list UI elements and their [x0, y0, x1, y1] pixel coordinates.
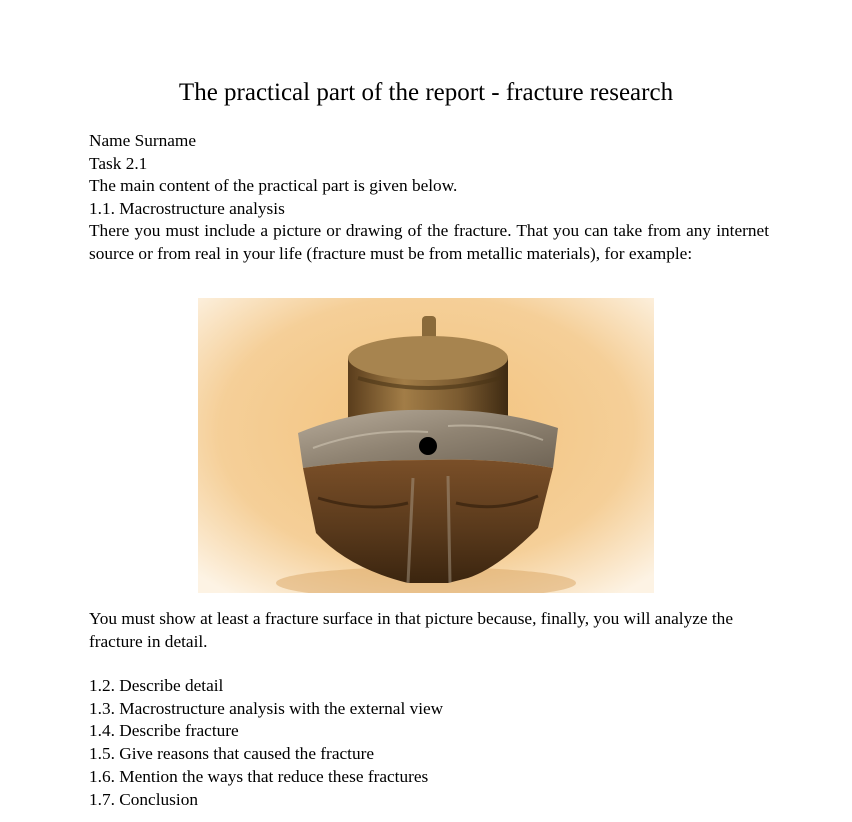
list-item: 1.7. Conclusion: [89, 789, 198, 809]
task-line: Task 2.1: [89, 153, 148, 173]
fracture-photo: [198, 298, 654, 593]
list-item: 1.3. Macrostructure analysis with the external view: [89, 698, 444, 718]
intro-line: The main content of the practical part is given below.: [89, 176, 458, 195]
report-title: The practical part of the report - fracture research: [178, 79, 674, 106]
list-item: 1.4. Describe fracture: [89, 721, 239, 741]
name-surname-line: Name Surname: [89, 131, 197, 150]
list-item: 1.5. Give reasons that caused the fracture: [89, 744, 375, 764]
list-item: 1.6. Mention the ways that reduce these fractures: [89, 766, 429, 786]
center-hole: [419, 437, 437, 455]
section-heading-1-1: 1.1. Macrostructure analysis: [89, 198, 285, 218]
section-list: [89, 675, 749, 811]
intro-block: [89, 130, 769, 265]
list-item: 1.2. Describe detail: [89, 676, 224, 695]
instructions-paragraph: There you must include a picture or drawing of the fracture. That you can take from any internet source or from real in your life (fracture must be from metallic materials), for example:: [89, 221, 769, 263]
after-photo-paragraph: You must show at least a fracture surface in that picture because, finally, you will analyze the fracture in detail.: [89, 609, 733, 651]
